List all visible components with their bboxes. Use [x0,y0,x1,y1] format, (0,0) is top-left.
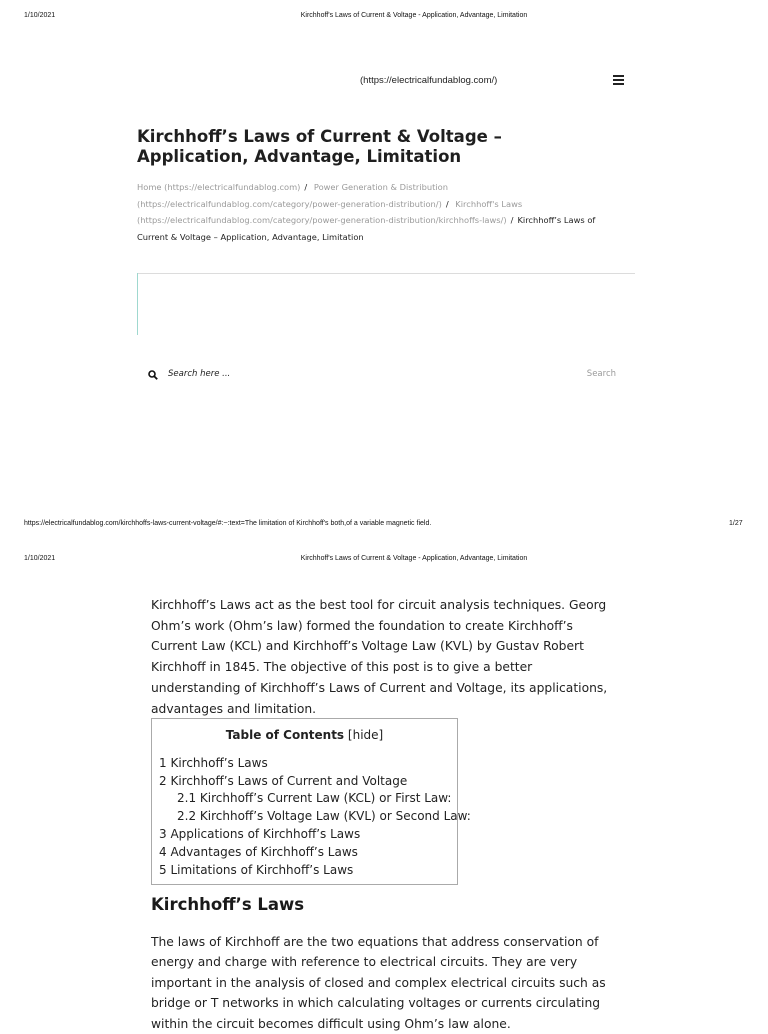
print-header-title: Kirchhoff's Laws of Current & Voltage - Application, Advantage, Limitation [300,555,528,562]
breadcrumb-current: Kirchhoff’s Laws of Current & Voltage – Application, Advantage, Limitation [137,215,596,242]
embed-frame-left-border [137,273,138,335]
toc-item[interactable]: 4 Advantages of Kirchhoff’s Laws [159,845,358,859]
toc-title: Table of Contents [225,728,345,742]
toc-item[interactable]: 3 Applications of Kirchhoff’s Laws [159,827,361,841]
print-header-title: Kirchhoff's Laws of Current & Voltage - Application, Advantage, Limitation [300,12,528,19]
search-form [148,368,618,384]
breadcrumb-home-link[interactable]: Home (https://electricalfundablog.com) [137,182,301,192]
section-heading: Kirchhoff’s Laws [151,895,305,914]
toc-item[interactable]: 2.2 Kirchhoff’s Voltage Law (KVL) or Second Law: [177,809,471,823]
search-icon [148,370,158,380]
embed-frame-top-border [137,273,635,274]
print-footer-page-number: 1/27 [729,520,743,527]
breadcrumb-kirchhoffs-laws-link[interactable]: Kirchhoff's Laws (https://electricalfundablog.com/category/power-generation-distribution/kirchhoffs-laws/) [137,198,523,225]
intro-paragraph: Kirchhoff’s Laws act as the best tool for circuit analysis techniques. Georg Ohm’s work (Ohm’s law) formed the foundation to create Kirchhoff’s Current Law (KCL) and Kirchhoff’s Voltage Law (KVL) by Gustav Robert Kirchhoff in 1845. The objective of this post is to give a better understanding of Kirchhoff’s Laws of Current and Voltage, its applications, advantages and limitation. [151,598,608,716]
hamburger-menu-icon[interactable] [613,75,624,85]
toc-hide-toggle[interactable]: [hide] [347,728,384,742]
breadcrumb-separator: / [445,198,449,209]
print-footer-url: https://electricalfundablog.com/kirchhoffs-laws-current-voltage/#:~:text=The limitation of Kirchhoff's both,of a variable magnetic field. [24,520,432,527]
table-of-contents [151,718,471,885]
search-input[interactable]: Search here ... [168,369,231,379]
breadcrumb [137,179,617,245]
breadcrumb-separator: / [510,215,514,225]
breadcrumb-separator: / [304,182,308,192]
breadcrumb-power-generation-link[interactable]: Power Generation & Distribution (https://electricalfundablog.com/category/power-generation-distribution/) [137,182,449,209]
print-header-date: 1/10/2021 [24,555,56,562]
toc-item[interactable]: 1 Kirchhoff’s Laws [159,756,268,770]
toc-item[interactable]: 2.1 Kirchhoff’s Current Law (KCL) or First Law: [177,791,452,805]
search-button[interactable]: Search [586,369,616,379]
print-header-date: 1/10/2021 [24,12,56,19]
site-home-link[interactable]: (https://electricalfundablog.com/) [360,75,498,86]
toc-item[interactable]: 2 Kirchhoff’s Laws of Current and Voltage [159,774,408,788]
toc-item[interactable]: 5 Limitations of Kirchhoff’s Laws [159,863,354,877]
section-paragraph: The laws of Kirchhoff are the two equations that address conservation of energy and charge with reference to electrical circuits. They are very important in the analysis of closed and complex electrical circuits such as bridge or T networks in which calculating voltages or currents circulating within the circuit becomes difficult using Ohm’s law alone. [151,935,606,1031]
article-title: Kirchhoff’s Laws of Current & Voltage – Application, Advantage, Limitation [137,127,502,166]
